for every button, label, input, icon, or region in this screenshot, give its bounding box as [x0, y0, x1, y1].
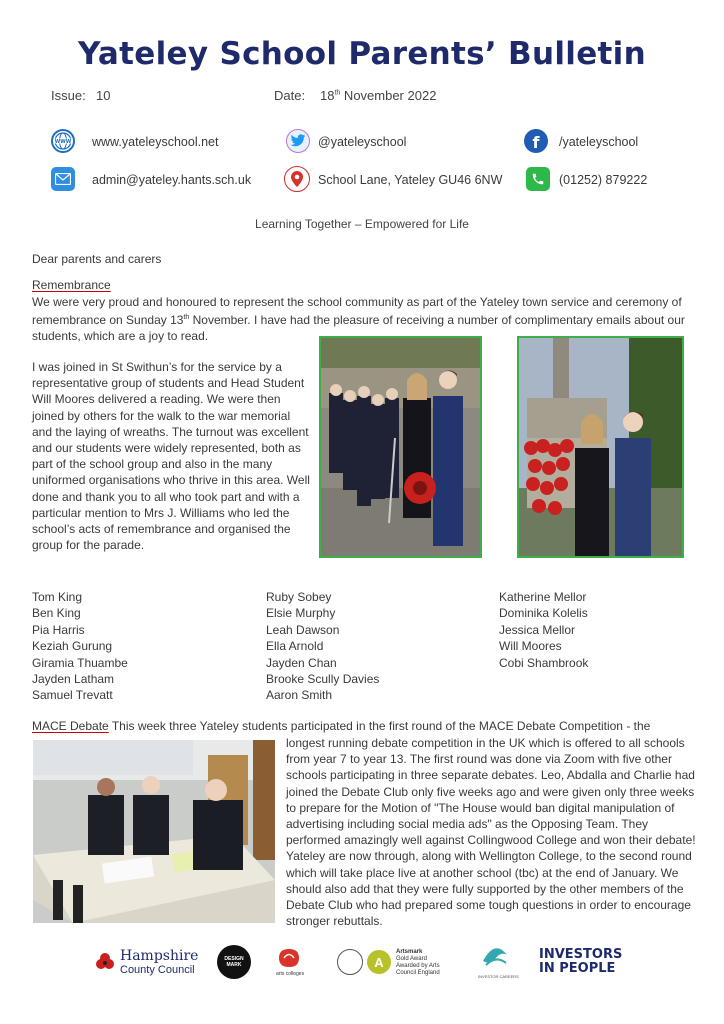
- student-name: Ruby Sobey: [266, 590, 332, 604]
- hampshire-logo: [96, 948, 198, 978]
- mace-heading: MACE Debate: [32, 719, 109, 733]
- facebook-link[interactable]: /yateleyschool: [559, 135, 639, 149]
- iip-line-2: IN PEOPLE: [539, 961, 616, 976]
- student-name: Dominika Kolelis: [499, 606, 588, 621]
- student-name: Ella Arnold: [266, 639, 324, 654]
- student-name: Ben King: [32, 606, 81, 621]
- location-pin-icon: [284, 166, 310, 192]
- phone-number[interactable]: (01252) 879222: [559, 173, 648, 187]
- website-icon: [51, 129, 75, 153]
- facebook-icon: f: [524, 129, 548, 153]
- issue-value: 10: [96, 88, 111, 103]
- student-name: Elsie Murphy: [266, 606, 336, 621]
- student-name: Keziah Gurung: [32, 639, 113, 654]
- artsmark-icon: A: [367, 950, 391, 974]
- artsmark-text: [396, 949, 440, 977]
- date-label: Date:: [274, 88, 306, 103]
- hampshire-subtitle: County Council: [120, 964, 195, 976]
- student-name: Leah Dawson: [266, 622, 340, 637]
- artsmark-award: Gold Award: [396, 956, 427, 962]
- student-name: Jessica Mellor: [499, 622, 576, 637]
- twitter-icon: [286, 129, 310, 153]
- student-name: Jayden Latham: [32, 672, 115, 687]
- mace-intro: MACE Debate This week three Yateley students participated in the first round of the MACE Debate Competition - the: [32, 719, 651, 733]
- greeting: Dear parents and carers: [32, 252, 162, 266]
- debate-photo: [33, 740, 275, 923]
- email-icon: [51, 167, 75, 191]
- remembrance-heading: Remembrance: [32, 278, 111, 292]
- website-link[interactable]: www.yateleyschool.net: [92, 135, 219, 149]
- phone-icon: [526, 167, 550, 191]
- artsmark-title: Artsmark: [396, 949, 423, 955]
- student-name: Samuel Trevatt: [32, 688, 113, 703]
- investor-careers-logo: [478, 945, 519, 981]
- arts-colleges-logo: [276, 948, 306, 978]
- design-mark-logo: [217, 945, 251, 979]
- issue-label: Issue:: [51, 88, 86, 103]
- iip-line-1: INVESTORS: [539, 947, 623, 962]
- arts-colleges-text: arts colleges: [276, 971, 305, 977]
- email-address[interactable]: admin@yateley.hants.sch.uk: [92, 173, 252, 187]
- student-name: Giramia Thuambe: [32, 655, 128, 670]
- svg-text:WWW: WWW: [54, 138, 72, 145]
- names-column-1: [32, 589, 128, 704]
- student-name: Will Moores: [499, 639, 562, 654]
- remembrance-photo-church: [319, 336, 482, 558]
- school-tagline: Learning Together – Empowered for Life: [255, 217, 469, 231]
- investors-in-people-logo: [539, 948, 622, 976]
- remembrance-body: I was joined in St Swithun’s for the service by a representative group of students and Head Student Will Moores delivered a reading. We were then joined by others for the walk to the war memorial and the laying of wreaths. The turnout was excellent and our students were widely represented, both as part of the school group and also in the many uniformed organisations who thrive in this area. Well done and thank you to all who took part and with a particular mention to Mrs J. Williams who led the school’s acts of remembrance and organised the group for the parade.: [32, 360, 310, 553]
- student-name: Tom King: [32, 590, 83, 604]
- bulletin-title: Yateley School Parents’ Bulletin: [78, 36, 646, 72]
- hampshire-name: Hampshire: [120, 948, 199, 964]
- student-name: Brooke Scully Davies: [266, 672, 380, 687]
- artsmark-awarded: Awarded by Arts: [396, 963, 440, 969]
- artsmark-council: Council England: [396, 970, 440, 976]
- student-name: Katherine Mellor: [499, 590, 587, 604]
- school-address: School Lane, Yateley GU46 6NW: [318, 173, 503, 187]
- names-column-2: [266, 589, 379, 704]
- design-mark-text: DESIGN MARK: [224, 956, 244, 968]
- twitter-handle[interactable]: @yateleyschool: [318, 135, 407, 149]
- names-column-3: [499, 589, 588, 671]
- remembrance-photo-memorial: [517, 336, 684, 558]
- student-name: Cobi Shambrook: [499, 655, 589, 670]
- arts-council-seal-icon: [337, 949, 363, 975]
- student-name: Aaron Smith: [266, 688, 333, 703]
- date-value: 18th November 2022: [320, 88, 437, 103]
- remembrance-intro: We were very proud and honoured to represent the school community as part of the Yateley town service and ceremony of remembrance on Sunday 13th November. I have had the pleasure of receiving a number of complimentary emails about our students, which are a joy to read.: [32, 295, 685, 344]
- investor-careers-text: INVESTOR CAREERS: [478, 974, 519, 979]
- student-name: Pia Harris: [32, 622, 85, 637]
- mace-body: longest running debate competition in the UK which is offered to all schools from year 7 to year 13. The first round was done via Zoom with five other schools participating in three separate debates. Leo, Abdalla and Charlie had joined the Debate Club only five weeks ago and were given only three weeks to prepare for the Motion of "The House would ban digital manipulation of advertising including social media ads" as the Opposing Team. They performed amazingly well against Collingwood College and won their debate! Yateley are now through, along with Wellington College, to the second round which will take place live at another school (tbc) at the end of January. We should also add that they were fully supported by the other members of the Debate Club who had prepared some tough questions in order to encourage stronger rebuttals.: [286, 736, 696, 929]
- student-name: Jayden Chan: [266, 655, 337, 670]
